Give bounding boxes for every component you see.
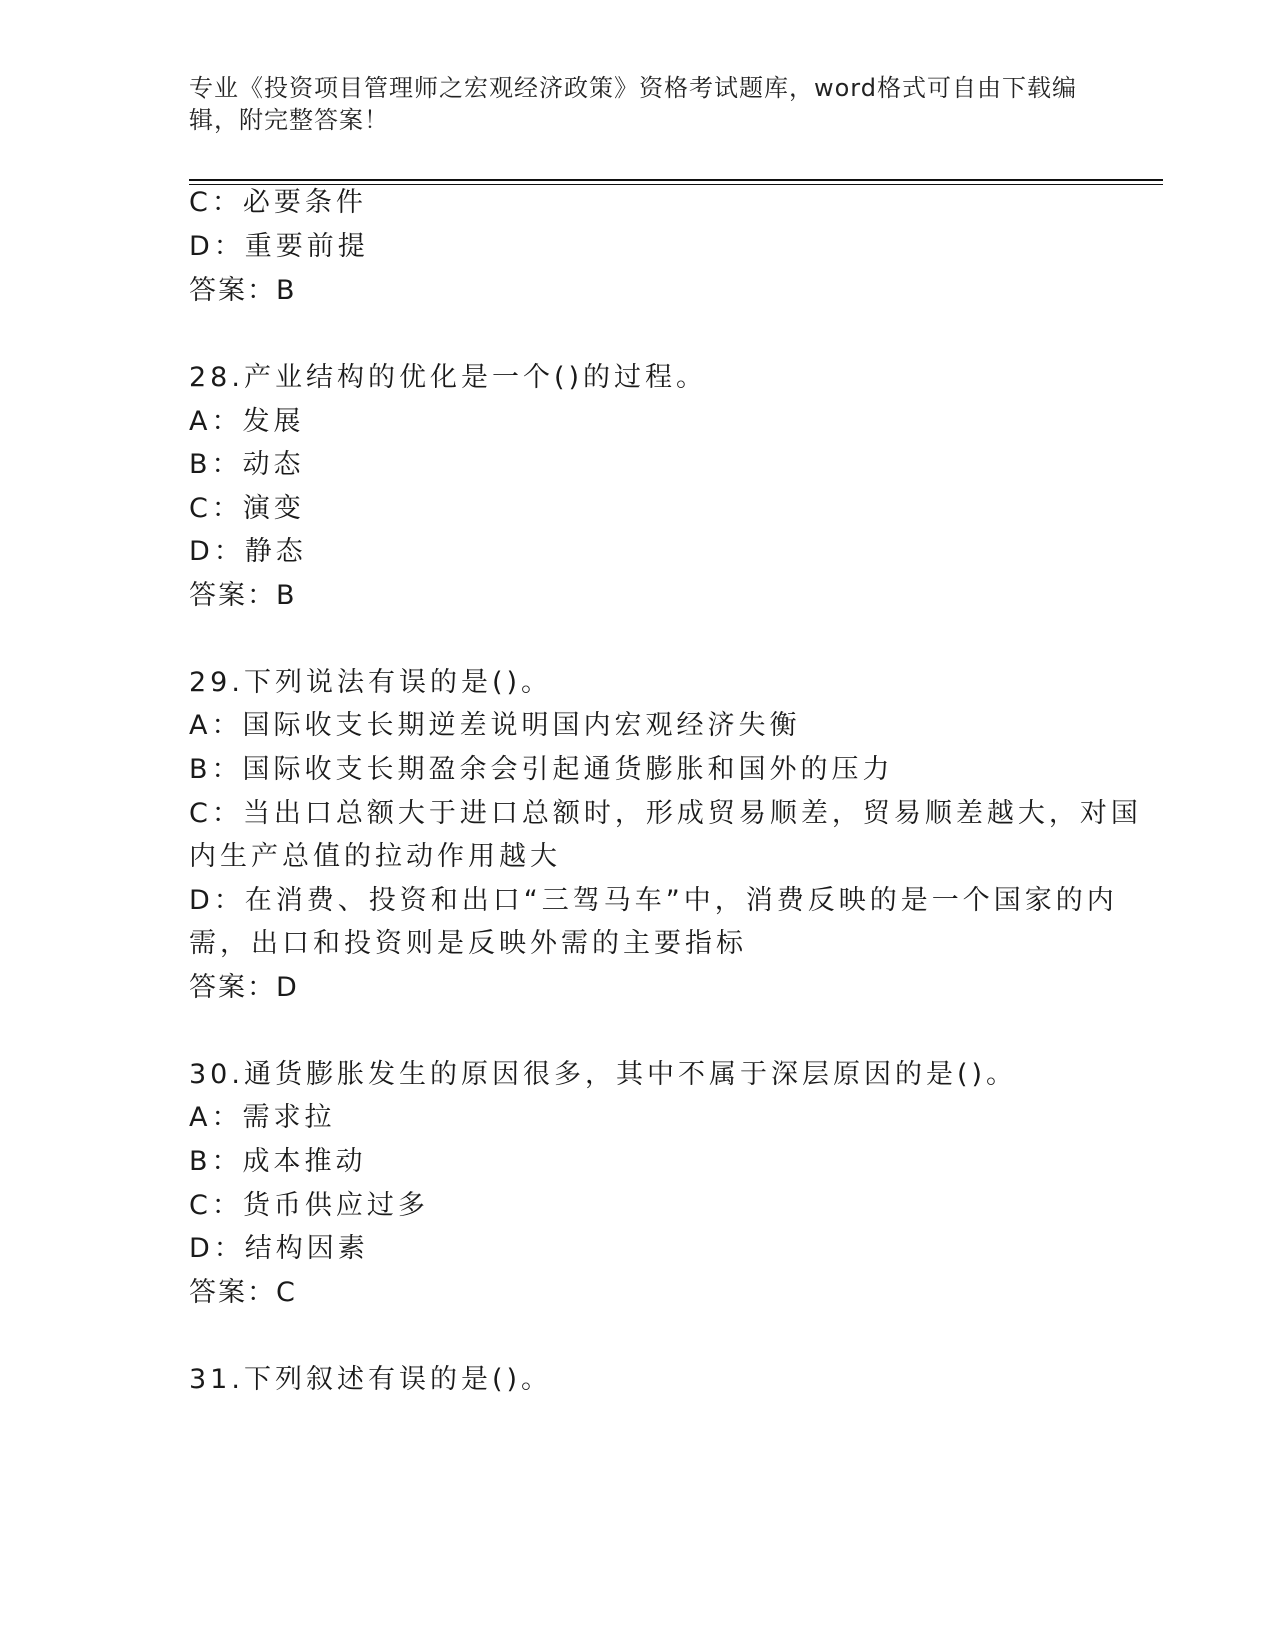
q29-answer: 答案：D xyxy=(189,972,299,1003)
q28-option-c: C：演变 xyxy=(189,493,305,524)
header-divider-thick xyxy=(189,179,1163,181)
document-header xyxy=(189,72,1089,136)
q29-option-c-line-1: C：当出口总额大于进口总额时，形成贸易顺差，贸易顺差越大，对国 xyxy=(189,798,1142,829)
q30-option-a: A：需求拉 xyxy=(189,1102,336,1133)
q29-stem: 29.下列说法有误的是()。 xyxy=(189,667,553,698)
header-line-2: 辑，附完整答案！ xyxy=(189,106,389,134)
q29-option-d-line-1: D：在消费、投资和出口“三驾马车”中，消费反映的是一个国家的内 xyxy=(189,885,1118,916)
q31-stem: 31.下列叙述有误的是()。 xyxy=(189,1364,553,1395)
q30-stem: 30.通货膨胀发生的原因很多，其中不属于深层原因的是()。 xyxy=(189,1059,1018,1090)
q30-answer: 答案：C xyxy=(189,1277,297,1308)
q29-option-c-line-2: 内生产总值的拉动作用越大 xyxy=(189,841,561,872)
q28-option-d: D：静态 xyxy=(189,536,307,567)
q28-option-b: B：动态 xyxy=(189,449,305,480)
q27-option-c: C：必要条件 xyxy=(189,187,367,218)
q29-option-a: A：国际收支长期逆差说明国内宏观经济失衡 xyxy=(189,710,801,741)
q27-answer: 答案：B xyxy=(189,275,297,306)
q29-option-b: B：国际收支长期盈余会引起通货膨胀和国外的压力 xyxy=(189,754,894,785)
header-line-1: 专业《投资项目管理师之宏观经济政策》资格考试题库，word格式可自由下载编 xyxy=(189,74,1077,102)
q28-option-a: A：发展 xyxy=(189,406,305,437)
q28-stem: 28.产业结构的优化是一个()的过程。 xyxy=(189,362,708,393)
q30-option-d: D：结构因素 xyxy=(189,1233,369,1264)
q27-option-d: D：重要前提 xyxy=(189,231,369,262)
q28-answer: 答案：B xyxy=(189,580,297,611)
header-divider-thin xyxy=(189,184,1163,185)
q30-option-b: B：成本推动 xyxy=(189,1146,367,1177)
q29-option-d-line-2: 需，出口和投资则是反映外需的主要指标 xyxy=(189,928,747,959)
q30-option-c: C：货币供应过多 xyxy=(189,1190,429,1221)
